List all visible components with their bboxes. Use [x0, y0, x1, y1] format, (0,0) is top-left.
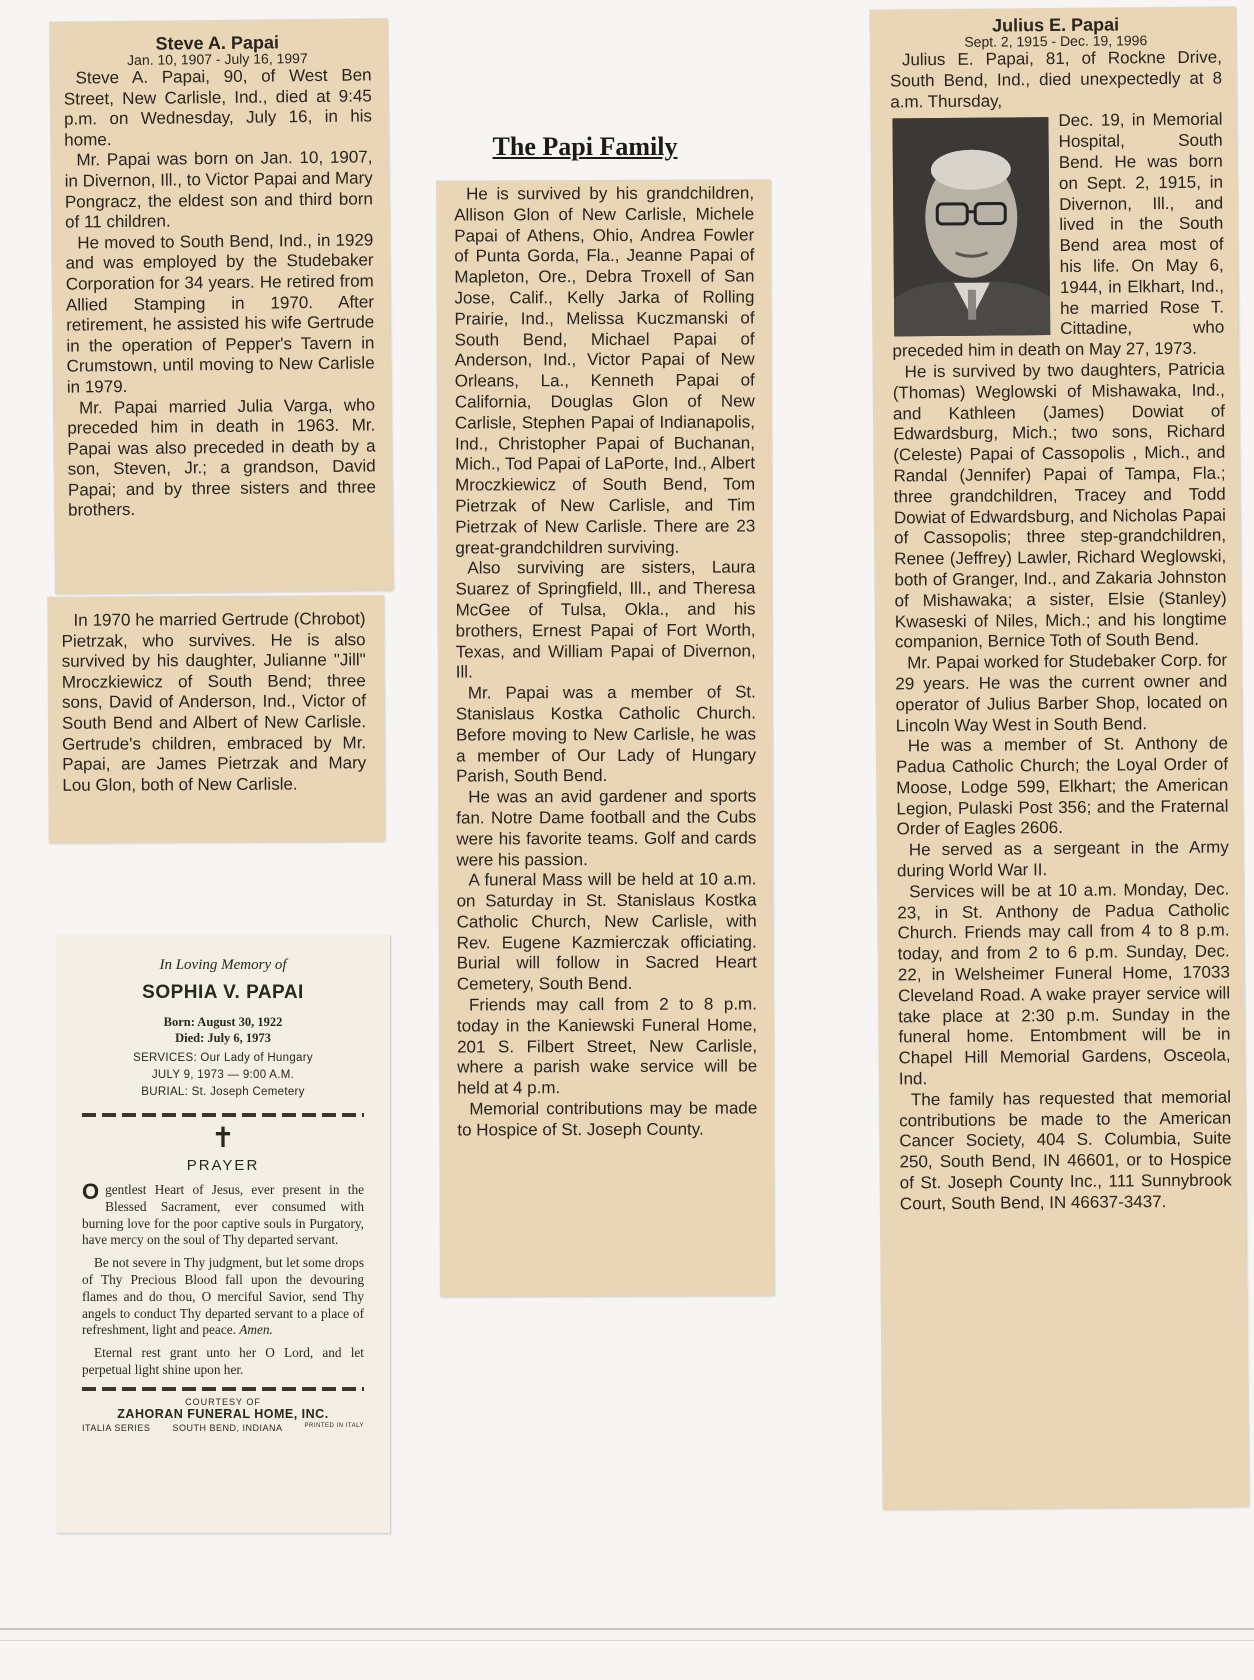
papi-paragraph: A funeral Mass will be held at 10 a.m. on Saturday in St. Stanislaus Kostka Catholic Church, New Carlisle, with Rev. Eugene Kazmierczak officiating. Burial will follow in Sacred Heart Cemetery, South Bend.	[456, 869, 757, 994]
papi-paragraph: He was an avid gardener and sports fan. Notre Dame football and the Cubs were his favorite teams. Golf and cards were his passion.	[456, 786, 757, 870]
julius-dates: Sept. 2, 1915 - Dec. 19, 1996	[964, 32, 1148, 50]
card-divider	[82, 1113, 364, 1117]
card-burial: BURIAL: St. Joseph Cemetery	[141, 1086, 305, 1098]
julius-wrapped-text: Dec. 19, in Memorial Hospital, South Bend. He was born on Sept. 2, 1915, in Divernon, Ill., and lived in the South Bend area most of his life. On May 6, 1944, in Elkhart, Ind., he married Rose T. Cittadine, who preceded him in death on May 27, 1973.	[892, 109, 1225, 361]
card-footer	[82, 1423, 364, 1433]
papi-paragraph: Friends may call from 2 to 8 p.m. today in the Kaniewski Funeral Home, 201 S. Filbert Street, New Carlisle, where a parish wake service will be held at 4 p.m.	[456, 994, 758, 1098]
papi-paragraph: He is survived by his grandchildren, Allison Glon of New Carlisle, Michele Papai of Athens, Ohio, Andrea Fowler of Punta Gorda, Fla., Jeanne Papai of Mapleton, Ore., Debra Troxell of San Jose, Calif., Kelly Jarka of Rolling Prairie, Ind., Melissa Kuczmanski of South Bend, Michael Papai of Anderson, Ind., Victor Papai of New Orleans, La., Kenneth Papai of California, Douglas Glon of New Carlisle, Stephen Papai of Indianapolis, Ind., Christopher Papai of Buchanan, Mich., Tod Papai of LaPorte, Ind., Albert Mroczkiewicz of South Bend, Tom Pietrzak of New Carlisle, and Tim Pietrzak of New Carlisle. There are 23 great-grandchildren surviving.	[454, 183, 756, 558]
steve-text	[64, 65, 377, 521]
prayer-paragraph: Eternal rest grant unto her O Lord, and let perpetual light shine upon her.	[82, 1345, 364, 1377]
memorial-prayer-card	[56, 935, 390, 1533]
julius-paragraph: Mr. Papai worked for Studebaker Corp. for 29 years. He was the current owner and operator of Julius Barber Shop, located on Lincoln Way West in South Bend.	[895, 650, 1228, 735]
papi-family-clipping	[436, 179, 774, 1296]
prayer-initial: O	[82, 1179, 100, 1204]
card-memory-line: In Loving Memory of	[159, 957, 287, 973]
steve-dates: Jan. 10, 1907 - July 16, 1997	[127, 50, 308, 68]
julius-paragraph: He was a member of St. Anthony de Padua Catholic Church; the Loyal Order of Moose, Lodge 599, Elkhart; the American Legion, Pulaski Post 356; and the Fraternal Order of Eagles 2606.	[895, 733, 1229, 839]
steve-paragraph: Mr. Papai married Julia Varga, who preceded him in death in 1963. Mr. Papai was also preceded in death by a son, Steven, Jr.; a grandson, David Papai; and by three sisters and three brothers.	[67, 394, 377, 521]
prayer-paragraph	[82, 1179, 364, 1249]
card-printed: PRINTED IN ITALY	[304, 1422, 364, 1429]
steve-obituary-clipping-continued	[47, 595, 384, 843]
julius-paragraph: He is survived by two daughters, Patricia (Thomas) Weglowski of Mishawaka, Ind., and Kathleen (James) Dowiat of Edwardsburg, Mich.; two sons, Richard (Celeste) Papai of Cassopolis , Mich., and Randal (Jennifer) Papai of Tampa, Fla.; three grandchildren, Tracey and Todd Dowiat of Edwardsburg, and Nicholas Papai of Cassopolis; three step-grandchildren, Renee (Jeffrey) Lawler, Richard Weglowski, both of Granger, Ind., and Zakaria Johnston of Mishawaka; a sister, Elsie (Stanley) Kwaseski of Niles, Mich.; and his longtime companion, Bernice Toth of South Bend.	[892, 359, 1227, 652]
portrait-photo	[892, 117, 1050, 336]
page-title: The Papi Family	[492, 132, 678, 161]
prayer-paragraph-text: Be not severe in Thy judgment, but let some drops of Thy Precious Blood fall upon the devouring flames and do thou, O merciful Savior, send Thy angels to conduct Thy departed servant to a place of refreshment, light and peace.	[82, 1255, 364, 1338]
steve-obituary-clipping	[49, 18, 393, 594]
julius-paragraph: Services will be at 10 a.m. Monday, Dec. 23, in St. Anthony de Padua Catholic Church. Friends may call from 4 to 8 p.m. today, and from 2 to 6 p.m. Sunday, Dec. 22, in Welsheimer Funeral Home, 17033 Cleveland Road. A wake prayer service will take place at 2:30 p.m. Sunday in the funeral home. Entombment will be in Chapel Hill Memorial Gardens, Osceola, Ind.	[897, 879, 1231, 1089]
papi-paragraph: Mr. Papai was a member of St. Stanislaus Kostka Catholic Church. Before moving to New Carlisle, he was a member of Our Lady of Hungary Parish, South Bend.	[455, 682, 757, 786]
steve-text-continued	[61, 609, 366, 796]
prayer-text	[82, 1179, 364, 1379]
card-died: Died: July 6, 1973	[175, 1031, 271, 1045]
steve-paragraph: He moved to South Bend, Ind., in 1929 and was employed by the Studebaker Corporation for 34 years. He retired from Allied Stamping in 1970. After retirement, he assisted his wife Gertrude in the operation of Pepper's Tavern in Crumstown, until moving to New Carlisle in 1979.	[65, 230, 375, 397]
steve-paragraph: Mr. Papai was born on Jan. 10, 1907, in Divernon, Ill., to Victor Papai and Mary Pongracz, the eldest son and third born of 11 children.	[64, 147, 373, 232]
papi-paragraph: Also surviving are sisters, Laura Suarez of Springfield, Ill., and Theresa McGee of Tulsa, Okla., and his brothers, Ernest Papai of Fort Worth, Texas, and William Papai of Divernon, Ill.	[455, 557, 756, 682]
prayer-amen: Amen.	[239, 1322, 273, 1338]
card-divider	[82, 1387, 364, 1391]
papi-paragraph: Memorial contributions may be made to Hospice of St. Joseph County.	[457, 1098, 758, 1140]
julius-text	[890, 48, 1232, 1215]
page-edge-line-2	[0, 1640, 1254, 1641]
prayer-paragraph	[82, 1255, 364, 1339]
card-city: SOUTH BEND, INDIANA	[172, 1422, 283, 1433]
portrait-image	[892, 117, 1050, 336]
card-courtesy: COURTESY OF	[185, 1396, 261, 1407]
julius-paragraph: The family has requested that memorial contributions be made to the American Cancer Society, 404 S. Columbia, Suite 250, South Bend, IN 46601, or to Hospice of St. Joseph County Inc., 111 Sunnybrook Court, South Bend, IN 46637-3437.	[899, 1087, 1232, 1214]
card-funeral-home: ZAHORAN FUNERAL HOME, INC.	[117, 1406, 329, 1421]
card-services: SERVICES: Our Lady of Hungary	[133, 1052, 313, 1064]
steve-paragraph: In 1970 he married Gertrude (Chrobot) Pietrzak, who survives. He is also survived by his daughter, Julianne "Jill" Mroczkiewicz of South Bend; three sons, David of Anderson, Ind., Victor of South Bend and Albert of New Carlisle. Gertrude's children, embraced by Mr. Papai, are James Pietrzak and Mary Lou Glon, both of New Carlisle.	[61, 609, 367, 795]
card-name: SOPHIA V. PAPAI	[142, 982, 304, 1003]
card-series: ITALIA SERIES	[82, 1422, 151, 1433]
julius-paragraph: He served as a sergeant in the Army during World War II.	[896, 837, 1229, 881]
julius-obituary-clipping	[869, 6, 1248, 1509]
cross-icon: ✝	[211, 1123, 235, 1154]
prayer-title: PRAYER	[186, 1157, 260, 1174]
card-service-date: JULY 9, 1973 — 9:00 A.M.	[151, 1069, 295, 1081]
steve-name: Steve A. Papai	[155, 32, 280, 54]
julius-name: Julius E. Papai	[991, 14, 1120, 36]
steve-paragraph: Steve A. Papai, 90, of West Ben Street, New Carlisle, Ind., died at 9:45 p.m. on Wednesday, July 16, in his home.	[63, 65, 373, 150]
page-edge-line	[0, 1628, 1254, 1630]
card-born: Born: August 30, 1922	[163, 1015, 283, 1029]
prayer-paragraph-text: gentlest Heart of Jesus, ever present in the Blessed Sacrament, ever consumed with burning love for the poor captive souls in Purgatory, have mercy on the soul of Thy departed servant.	[82, 1182, 364, 1248]
papi-text	[454, 183, 757, 1141]
julius-lead: Julius E. Papai, 81, of Rockne Drive, South Bend, Ind., died unexpectedly at 8 a.m. Thursday,	[890, 47, 1223, 112]
